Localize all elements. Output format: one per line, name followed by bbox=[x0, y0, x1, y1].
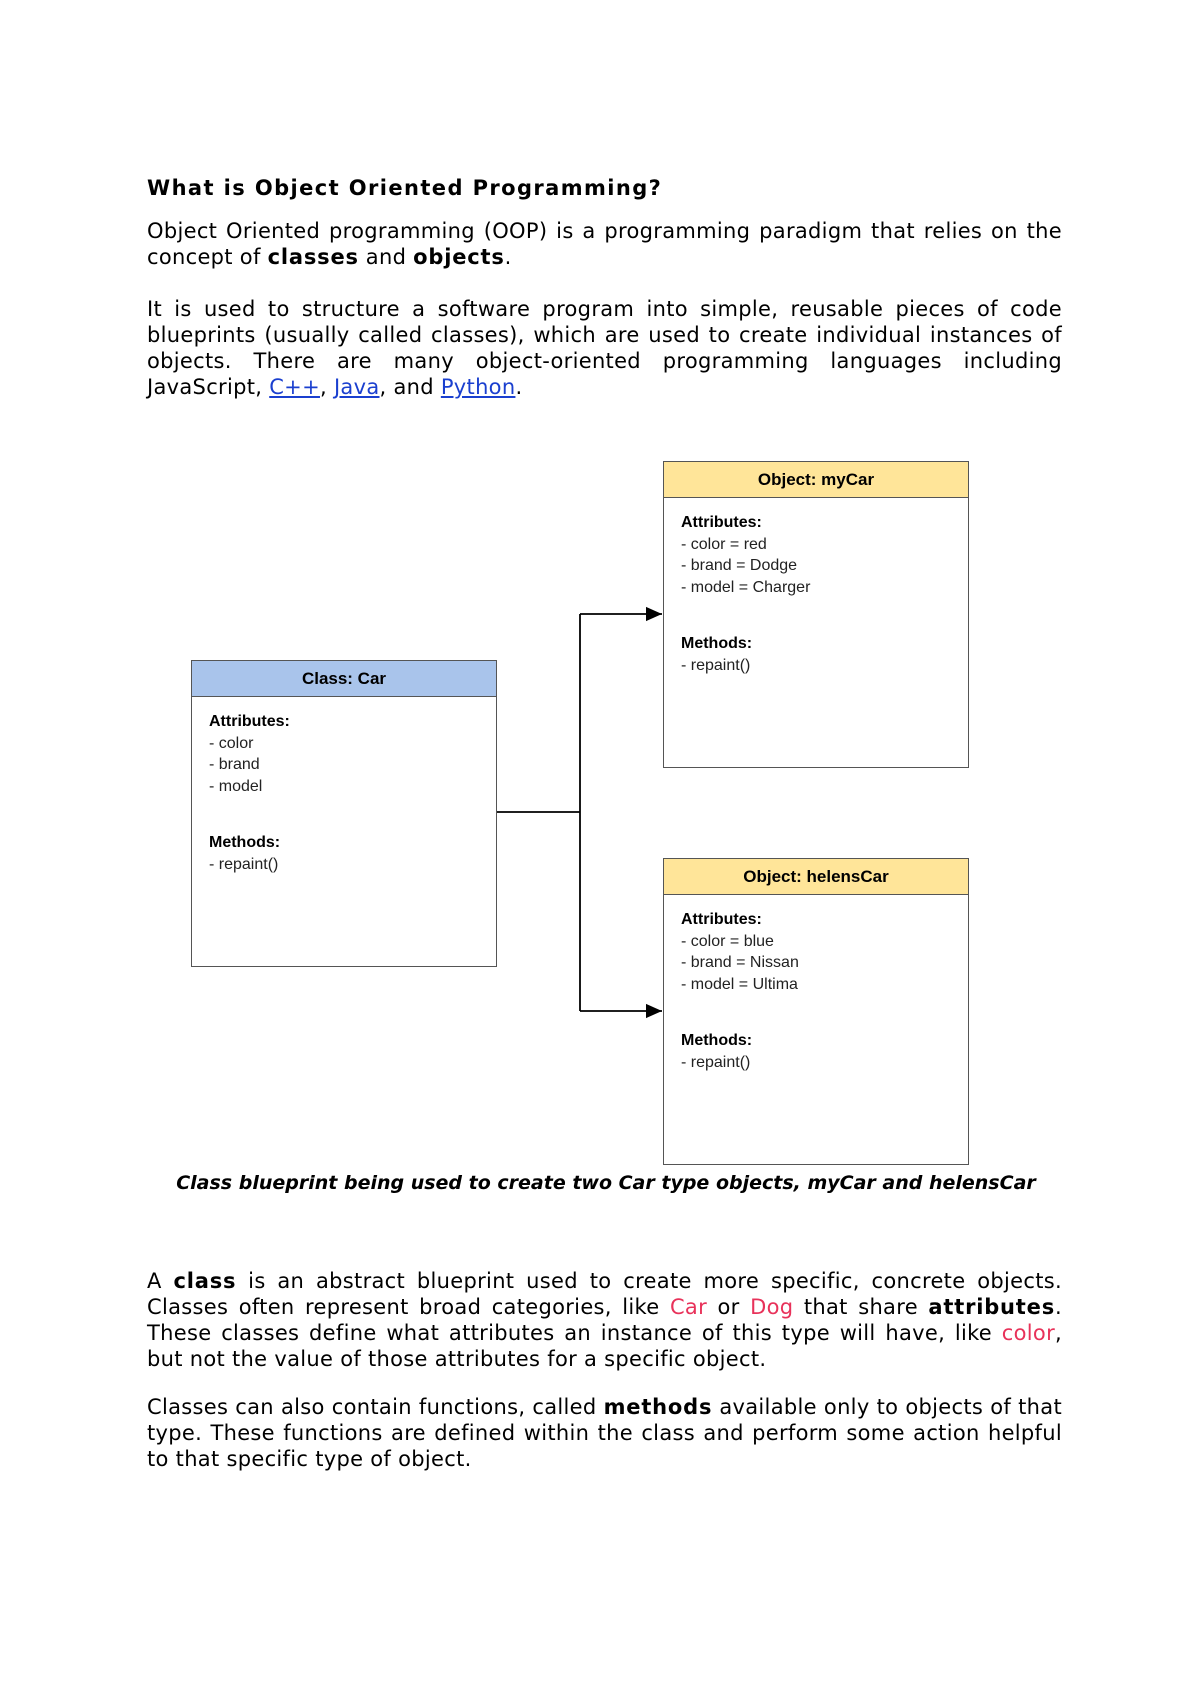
method-item: - repaint() bbox=[681, 656, 751, 674]
attribute-item: - color = red bbox=[681, 535, 767, 553]
attribute-item: - color = blue bbox=[681, 932, 774, 950]
methods-label: Methods: bbox=[681, 1032, 753, 1049]
body-text: , but not the value of those attributes for a specific object. bbox=[147, 1321, 1062, 1371]
attribute-item: - model = Charger bbox=[681, 578, 811, 596]
methods-label: Methods: bbox=[209, 834, 281, 851]
diagram-caption: Class blueprint being used to create two Car type objects, myCar and helensCar bbox=[176, 1172, 1036, 1194]
attributes-label: Attributes: bbox=[209, 713, 290, 730]
term-objects: objects bbox=[413, 245, 505, 269]
attribute-item: - model bbox=[209, 777, 263, 795]
object-mycar-title: Object: myCar bbox=[664, 462, 968, 498]
class-car-box bbox=[191, 660, 497, 967]
term-attributes: attributes bbox=[928, 1295, 1055, 1319]
body-text: is an abstract blueprint used to create more specific, concrete objects. Classes often represent broad categories, like bbox=[147, 1269, 1062, 1319]
intro-text: Object Oriented programming (OOP) is a programming paradigm that relies on the concept of bbox=[147, 219, 1062, 269]
body-text: A bbox=[147, 1269, 174, 1293]
body-text: available only to objects of that type. These functions are defined within the class and perform some action helpful to that specific type of object. bbox=[147, 1395, 1062, 1471]
term-color: color bbox=[1001, 1321, 1056, 1345]
body-text: that share bbox=[793, 1295, 929, 1319]
class-paragraph bbox=[147, 1268, 1062, 1372]
link-java[interactable]: Java bbox=[333, 375, 380, 399]
object-mycar-body bbox=[664, 498, 968, 676]
attribute-item: - brand = Nissan bbox=[681, 954, 799, 971]
intro-text: , bbox=[319, 375, 334, 399]
term-dog: Dog bbox=[750, 1295, 794, 1319]
attribute-item: - color bbox=[209, 734, 254, 752]
intro-text: and bbox=[358, 245, 414, 269]
page-title: What is Object Oriented Programming? bbox=[147, 176, 663, 200]
link-cpp[interactable]: C++ bbox=[269, 375, 320, 399]
attributes-label: Attributes: bbox=[681, 911, 762, 928]
intro-text: It is used to structure a software program into simple, reusable pieces of code blueprints (usually called classes), which are used to create individual instances of objects. There are many object-oriented programming languages including JavaScript, bbox=[147, 297, 1062, 399]
intro-text: . bbox=[504, 245, 512, 269]
method-item: - repaint() bbox=[209, 855, 279, 873]
link-python[interactable]: Python bbox=[440, 375, 516, 399]
term-car: Car bbox=[669, 1295, 708, 1319]
attribute-item: - model = Ultima bbox=[681, 975, 798, 993]
body-text: or bbox=[707, 1295, 751, 1319]
body-text: . These classes define what attributes an instance of this type will have, like bbox=[147, 1295, 1062, 1345]
method-item: - repaint() bbox=[681, 1053, 751, 1071]
object-helenscar-box bbox=[663, 858, 969, 1165]
object-helenscar-body bbox=[664, 895, 968, 1073]
methods-label: Methods: bbox=[681, 635, 753, 652]
attribute-item: - brand = Dodge bbox=[681, 557, 798, 574]
intro-text: . bbox=[515, 375, 523, 399]
class-car-body bbox=[192, 697, 496, 875]
attributes-label: Attributes: bbox=[681, 514, 762, 531]
term-class: class bbox=[173, 1269, 237, 1293]
term-methods: methods bbox=[603, 1395, 713, 1419]
attribute-item: - brand bbox=[209, 756, 260, 773]
body-text: Classes can also contain functions, called bbox=[147, 1395, 604, 1419]
intro-text: , and bbox=[379, 375, 441, 399]
object-helenscar-title: Object: helensCar bbox=[664, 859, 968, 895]
class-car-title: Class: Car bbox=[192, 661, 496, 697]
object-mycar-box bbox=[663, 461, 969, 768]
methods-paragraph bbox=[147, 1394, 1062, 1472]
term-classes: classes bbox=[267, 245, 359, 269]
